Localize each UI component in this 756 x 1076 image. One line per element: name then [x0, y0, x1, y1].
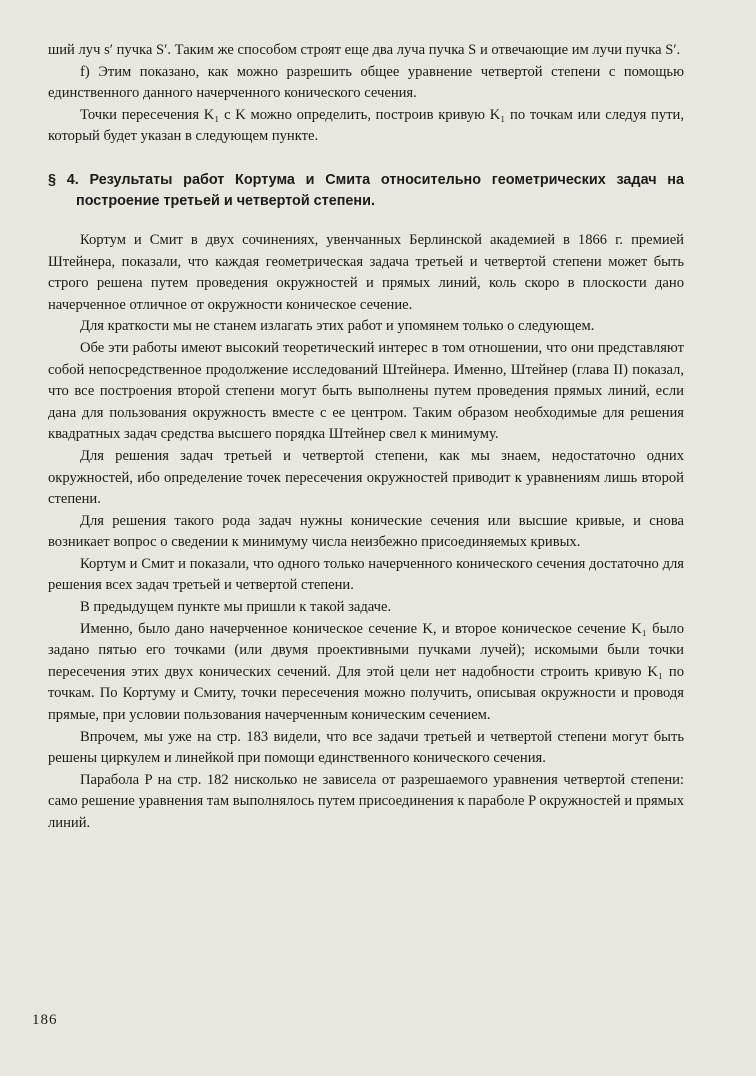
intro-paragraph: f) Этим показано, как можно разрешить общее уравнение четвертой степени с помощью единственного данного начерченного конического сечения.: [48, 63, 684, 102]
body-paragraph: Впрочем, мы уже на стр. 183 видели, что все задачи третьей и четвертой степени могут быть решены циркулем и линейкой при помощи единственного конического сечения.: [48, 728, 684, 767]
body-paragraph: Для решения такого рода задач нужны конические сечения или высшие кривые, и снова возникает вопрос о сведении к минимуму числа неизбежно присоединяемых кривых.: [48, 512, 684, 551]
intro-paragraph: Точки пересечения K₁ с K можно определить, построив кривую K₁ по точкам или следуя пути, который будет указан в следующем пункте.: [48, 106, 684, 145]
body-paragraph: Парабола P на стр. 182 нисколько не зависела от разрешаемого уравнения четвертой степени: само решение уравнения там выполнялось путем присоединения к параболе P окружностей и прямых линий.: [48, 771, 684, 831]
body-paragraph: Для краткости мы не станем излагать этих работ и упомянем только о следующем.: [80, 318, 595, 335]
page-text: [48, 40, 684, 835]
intro-paragraph: ший луч s′ пучка S′. Таким же способом строят еще два луча пучка S и отвечающие им лучи пучка S′.: [48, 42, 681, 58]
page-number: 186: [32, 1012, 58, 1028]
body-paragraph: Кортум и Смит и показали, что одного только начерченного конического сечения достаточно для решения всех задач третьей и четвертой степени.: [48, 555, 684, 594]
body-paragraph: В предыдущем пункте мы пришли к такой задаче.: [80, 599, 392, 616]
body-paragraph: Кортум и Смит в двух сочинениях, увенчанных Берлинской академией в 1866 г. премией Штейнера, показали, что каждая геометрическая задача третьей и четвертой степени может быть строго решена путем проведения окружностей и прямых линий, коль скоро в плоскости дано начерченное отличное от окружности коническое сечение.: [48, 231, 684, 313]
section-heading: § 4. Результаты работ Кортума и Смита относительно геометрических задач на построение третьей и четвертой степени.: [48, 171, 684, 209]
body-paragraph: Для решения задач третьей и четвертой степени, как мы знаем, недостаточно одних окружностей, ибо определение точек пересечения окружностей приводит к уравнениям лишь второй степени.: [48, 447, 684, 508]
body-paragraph: Обе эти работы имеют высокий теоретический интерес в том отношении, что они представляют собой непосредственное продолжение исследований Штейнера. Именно, Штейнер (глава II) показал, что все построения второй степени могут быть выполнены путем проведения прямых линий, если дана для пользования окружность вместе с ее центром. Таким образом необходимые для решения квадратных задач средства высшего порядка Штейнер свел к минимуму.: [48, 339, 684, 443]
body-paragraph: Именно, было дано начерченное коническое сечение K, и второе коническое сечение K₁ было задано пятью его точками (или двумя проективными пучками лучей); искомыми были точки пересечения этих двух конических сечений. Для этой цели нет надобности строить кривую K₁ по точкам. По Кортуму и Смиту, точки пересечения можно получить, описывая окружности и проводя прямые, при условии пользования начерченным коническим сечением.: [48, 620, 684, 724]
